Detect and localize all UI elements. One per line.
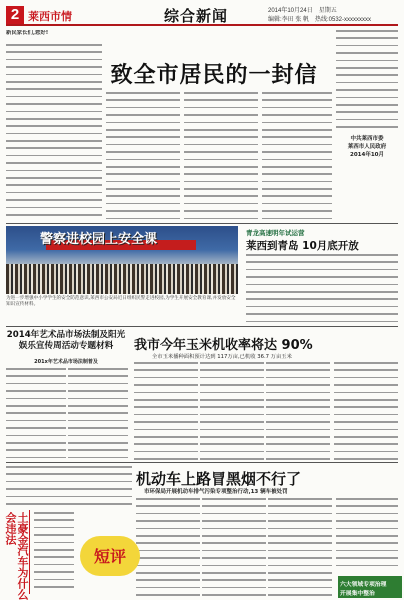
exam-kicker: 青龙高速明年试运营 [246, 229, 305, 237]
section-divider-2 [6, 326, 398, 327]
standards-column-1 [6, 368, 66, 460]
page-header [6, 4, 398, 26]
left-lower-text [6, 466, 132, 508]
exam-headline: 莱西到青岛 10月底开放 [246, 240, 359, 252]
standards-column-2 [68, 368, 128, 460]
commentary-badge [80, 536, 140, 576]
commentary-title: 土豪金汽车为什么会违法 [4, 512, 29, 600]
corner-promo [338, 576, 402, 598]
corner-line-1: 六大领域专项治理 [340, 582, 387, 588]
corn-column-1 [134, 362, 198, 460]
letter-column-5 [336, 30, 398, 130]
section-divider-3 [6, 462, 398, 463]
vehicle-column-1 [136, 498, 200, 596]
commentary-badge-label: 短评 [94, 547, 127, 566]
letter-title: 致全市居民的一封信 [110, 63, 318, 88]
page-number: 2 [6, 6, 24, 24]
issue-date: 2014年10月24日 星期五 [268, 8, 337, 14]
photo-crowd [6, 264, 238, 294]
corn-column-2 [200, 362, 264, 460]
corn-subhead: 全市玉米播种面积预计达到 117万亩,已机收 36.7 万亩玉米 [152, 354, 292, 360]
letter-kicker: 新民家长们,您好! [6, 30, 49, 36]
photo-caption: 为进一步增强中小学学生的安全防范意识,莱西市公安局近日组织民警走进校园,为学生开展安全教育课,并发放安全知识宣传材料。 [6, 296, 236, 308]
section-divider [6, 223, 398, 224]
section-title: 综合新闻 [164, 7, 229, 25]
corner-line-2: 开展集中整治 [340, 591, 375, 597]
vehicle-column-2 [202, 498, 266, 596]
corn-column-3 [266, 362, 330, 460]
photo-title: 警察进校园上安全课 [40, 232, 158, 247]
vehicle-column-3 [268, 498, 332, 596]
signature-org2: 莱西市人民政府 [347, 144, 387, 150]
letter-column-3 [184, 92, 258, 222]
corn-column-4 [334, 362, 398, 460]
letter-column-1 [6, 44, 102, 222]
vehicle-subhead: 市环保局开展机动车排气污染专项整治行动,13 辆车被处罚 [144, 489, 288, 495]
vehicle-column-4 [336, 498, 398, 572]
standards-headline: 2014年艺术品市场法制及阳光娱乐宣传周活动专题材料 [6, 330, 126, 351]
signature-date: 2014年10月 [350, 152, 384, 158]
paper-name: 莱西市情 [28, 11, 72, 23]
commentary-body [34, 512, 74, 594]
editor-line: 编辑:李田 张 帆 热线:0532-xxxxxxxxx [268, 17, 372, 23]
corn-headline: 我市今年玉米机收率将达 90% [134, 338, 313, 353]
letter-column-4 [262, 92, 332, 222]
standards-subheading: 201x年艺术品市场法制普及 [34, 359, 98, 365]
letter-column-2 [106, 92, 180, 222]
signature-org: 中共莱西市委 [350, 136, 384, 142]
vehicle-headline: 机动车上路冒黑烟不行了 [136, 470, 302, 488]
exam-article-body [246, 254, 398, 324]
